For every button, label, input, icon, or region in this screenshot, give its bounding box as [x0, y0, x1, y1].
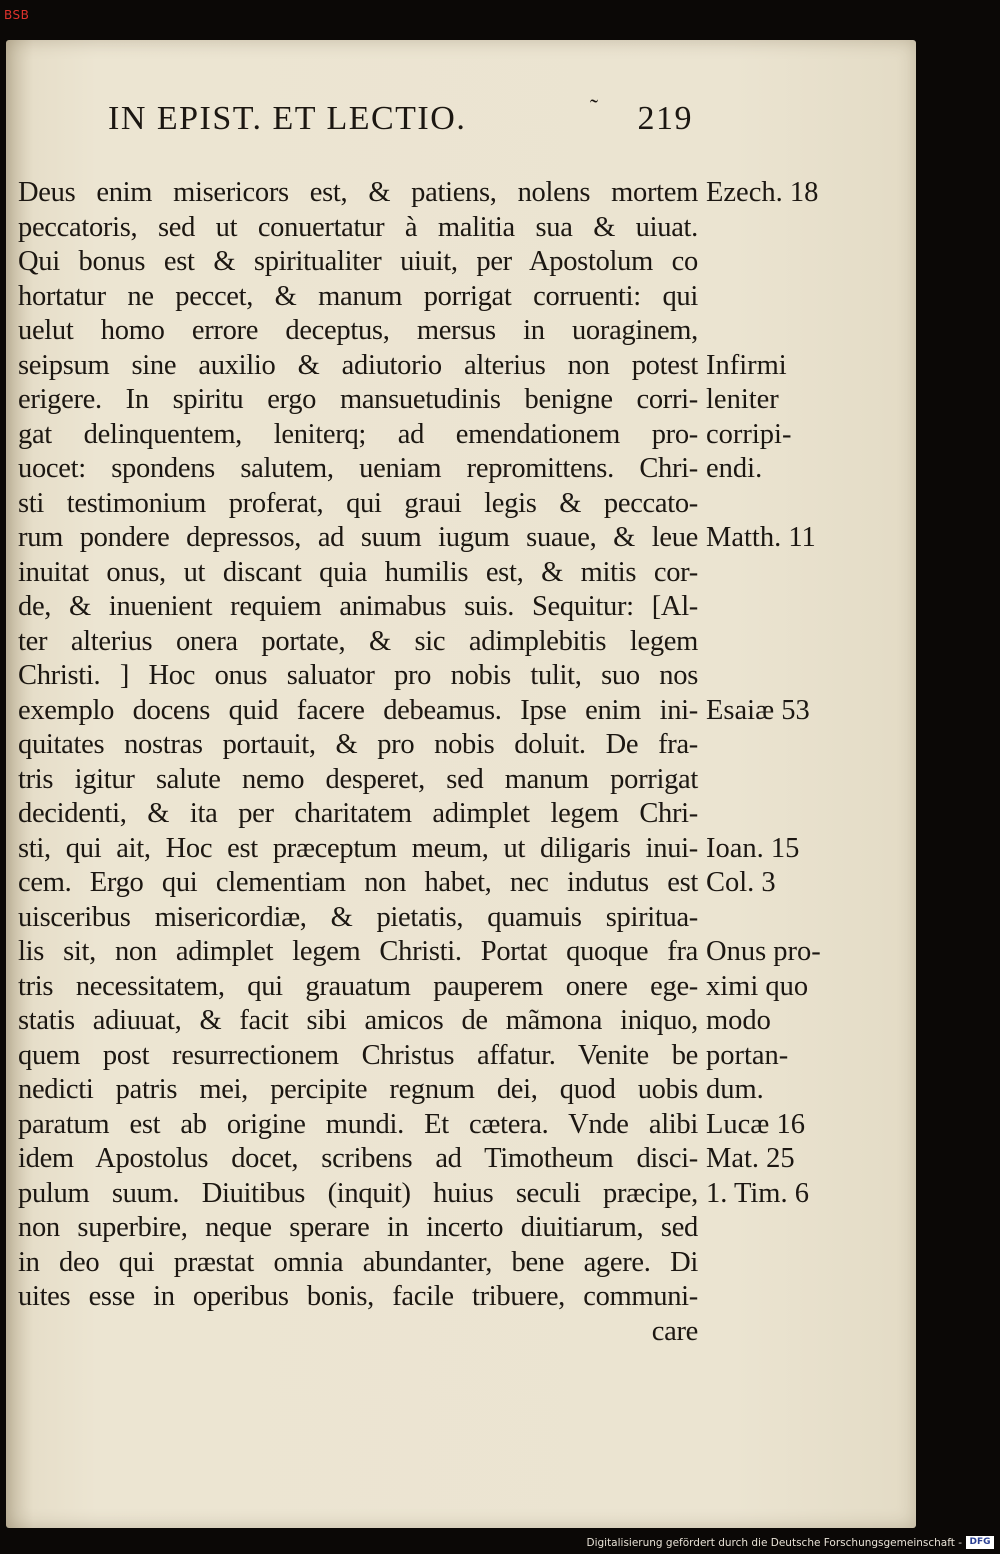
- text-line: seipsum sine auxilio & adiutorio alterius non potest: [18, 349, 698, 381]
- text-line: idem Apostolus docet, scribens ad Timotheum disci-: [18, 1143, 698, 1174]
- dfg-logo: DFG: [966, 1536, 994, 1549]
- text-line: sti, qui ait, Hoc est præceptum meum, ut diligaris inui-: [18, 832, 698, 864]
- page-number: 219: [637, 100, 693, 137]
- text-line: sti testimonium proferat, qui graui legis & peccato-: [18, 487, 698, 519]
- text-line: tris necessitatem, qui grauatum pauperem onere ege-: [18, 970, 698, 1002]
- text-line: Deus enim misericors est, & patiens, nolens mortem: [18, 177, 698, 208]
- running-title: IN EPIST. ET LECTIO.: [108, 100, 467, 137]
- margin-note: corripi-: [706, 418, 792, 450]
- margin-note: Ioan. 15: [706, 832, 800, 864]
- text-line: quitates nostras portauit, & pro nobis doluit. De fra-: [18, 729, 698, 760]
- text-line: paratum est ab origine mundi. Et cætera. Vnde alibi: [18, 1108, 698, 1140]
- text-line: uites esse in operibus bonis, facile tribuere, communi-: [18, 1281, 698, 1312]
- text-line: uelut homo errore deceptus, mersus in uoraginem,: [18, 315, 698, 346]
- margin-note: dum.: [706, 1074, 764, 1105]
- text-line: exemplo docens quid facere debeamus. Ipse enim ini-: [18, 694, 698, 726]
- text-line: care: [651, 1315, 698, 1347]
- margin-note: Esaiæ 53: [706, 694, 810, 726]
- margin-note: ximi quo: [706, 970, 809, 1002]
- text-line: uisceribus misericordiæ, & pietatis, quamuis spiritua-: [18, 901, 698, 933]
- text-line: hortatur ne peccet, & manum porrigat corruenti: qui: [18, 280, 698, 312]
- text-line: non superbire, neque sperare in incerto diuitiarum, sed: [18, 1212, 698, 1243]
- text-line: decidenti, & ita per charitatem adimplet legem Chri-: [18, 798, 698, 829]
- text-line: de, & inuenient requiem animabus suis. Sequitur: [Al-: [18, 591, 698, 622]
- text-line: rum pondere depressos, ad suum iugum suaue, & leue: [18, 522, 698, 553]
- margin-note: Onus pro-: [706, 936, 821, 967]
- text-line: tris igitur salute nemo desperet, sed manum porrigat: [18, 763, 698, 795]
- margin-note: modo: [706, 1005, 771, 1036]
- text-line: Qui bonus est & spiritualiter uiuit, per Apostolum co: [18, 246, 698, 277]
- text-line: nedicti patris mei, percipite regnum dei, quod uobis: [18, 1074, 698, 1105]
- text-line: lis sit, non adimplet legem Christi. Portat quoque fra: [18, 936, 698, 967]
- margin-note: Lucæ 16: [706, 1108, 805, 1140]
- text-line: in deo qui præstat omnia abundanter, bene agere. Di: [18, 1246, 698, 1278]
- library-mark: BSB: [4, 8, 30, 22]
- body-text: [18, 176, 698, 1349]
- text-line: erigere. In spiritu ergo mansuetudinis benigne corri-: [18, 384, 698, 415]
- header-ornament: ˜: [590, 96, 600, 122]
- text-line: Christi. ] Hoc onus saluator pro nobis tulit, suo nos: [18, 660, 698, 691]
- digitization-credit: Digitalisierung gefördert durch die Deutsche Forschungsgemeinschaft -: [586, 1537, 962, 1549]
- margin-note: 1. Tim. 6: [706, 1177, 809, 1209]
- text-line: pulum suum. Diuitibus (inquit) huius seculi præcipe,: [18, 1177, 698, 1209]
- text-line: uocet: spondens salutem, ueniam repromittens. Chri-: [18, 453, 698, 484]
- text-line: gat delinquentem, leniterq; ad emendationem pro-: [18, 418, 698, 450]
- text-line: cem. Ergo qui clementiam non habet, nec indutus est: [18, 867, 698, 898]
- margin-notes: [706, 176, 836, 1366]
- margin-note: Col. 3: [706, 867, 776, 898]
- margin-note: Matth. 11: [706, 522, 816, 553]
- margin-note: endi.: [706, 453, 763, 484]
- margin-note: Mat. 25: [706, 1143, 795, 1174]
- margin-note: leniter: [706, 384, 779, 415]
- page-header: [108, 96, 693, 142]
- margin-note: Infirmi: [706, 349, 787, 381]
- margin-note: portan-: [706, 1039, 789, 1071]
- text-line: inuitat onus, ut discant quia humilis est, & mitis cor-: [18, 556, 698, 588]
- margin-note: Ezech. 18: [706, 177, 819, 208]
- text-line: quem post resurrectionem Christus affatur. Venite be: [18, 1039, 698, 1071]
- text-line: statis adiuuat, & facit sibi amicos de mãmona iniquo,: [18, 1005, 698, 1036]
- text-line: ter alterius onera portate, & sic adimplebitis legem: [18, 625, 698, 657]
- text-line: peccatoris, sed ut conuertatur à malitia sua & uiuat.: [18, 211, 698, 243]
